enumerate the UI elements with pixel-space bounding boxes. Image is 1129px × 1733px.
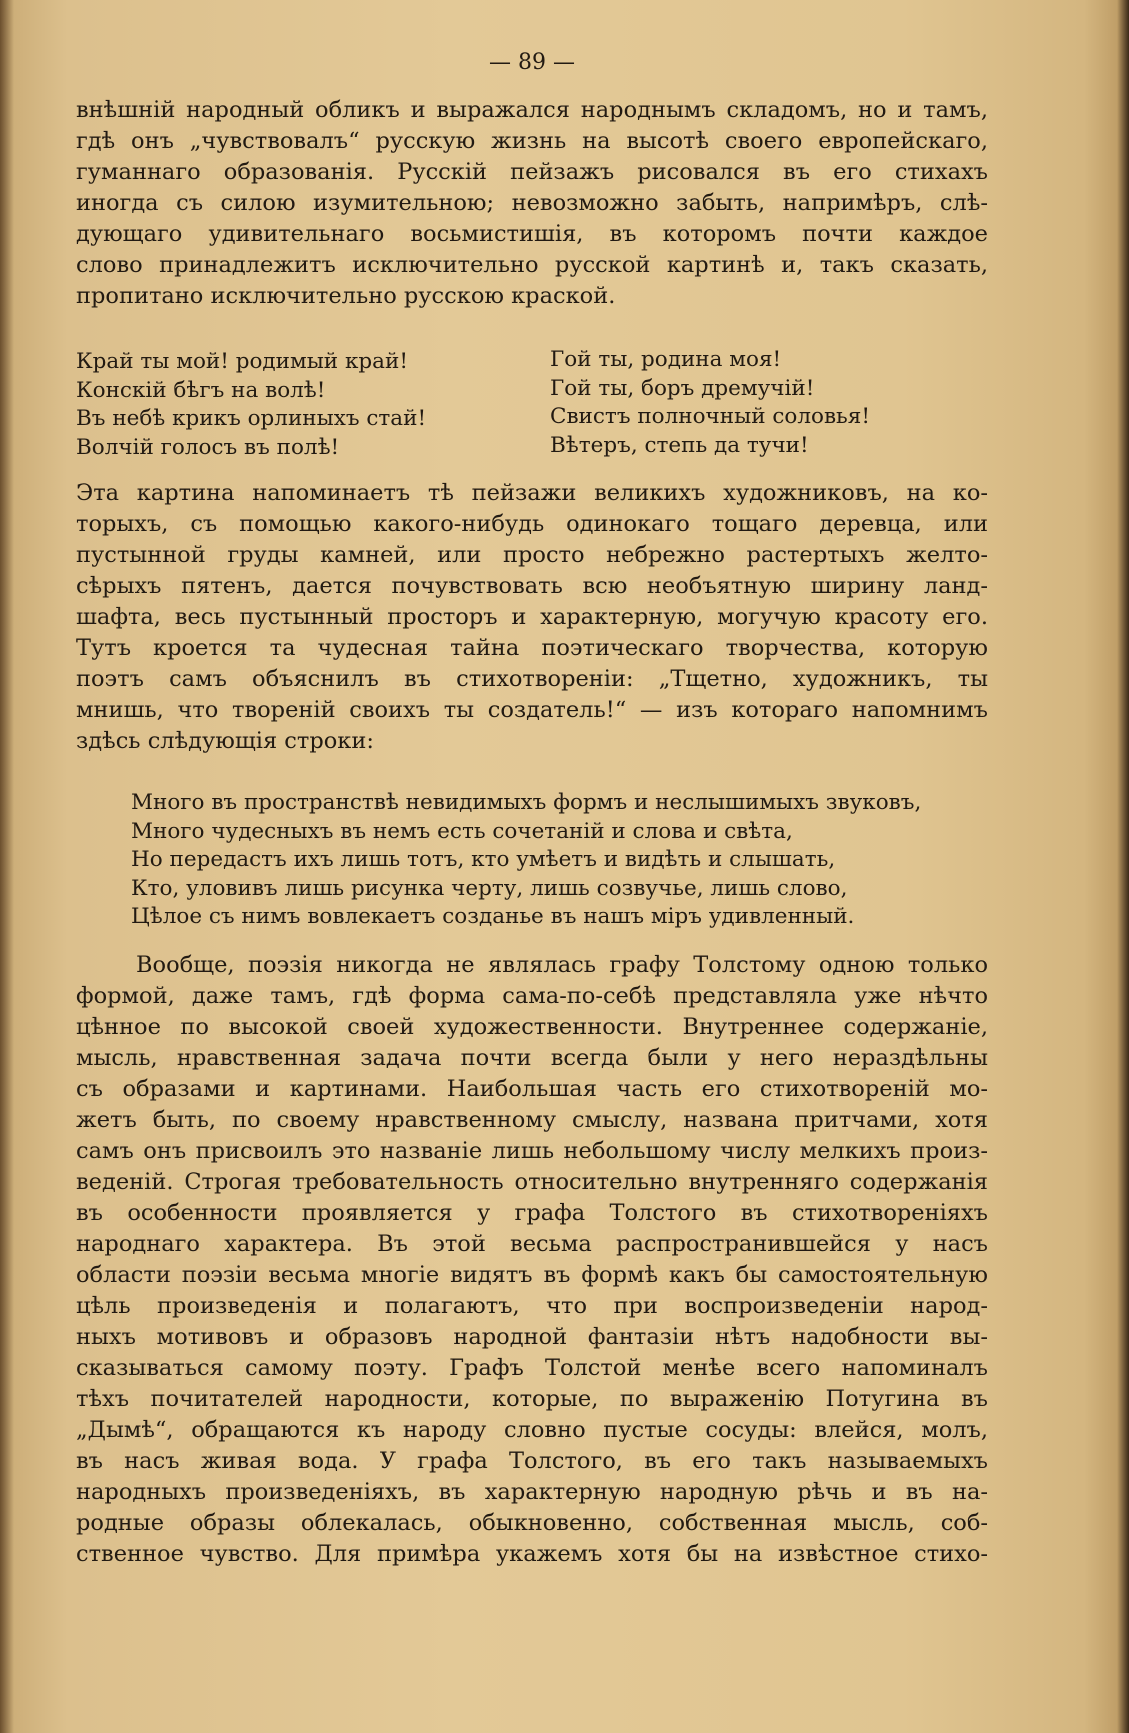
paragraph-1 [76, 95, 988, 312]
text-line: цѣль произведенія и полагаютъ, что при воспроизведеніи народ- [76, 1293, 988, 1319]
text-line: шафта, весь пустынный просторъ и характерную, могучую красоту его. [76, 604, 988, 630]
verse-line: Въ небѣ крикъ орлиныхъ стай! [76, 406, 427, 431]
verse-line: Волчій голосъ въ полѣ! [76, 434, 340, 460]
text-line: въ особенности проявляется у графа Толстого въ стихотвореніяхъ [76, 1200, 988, 1226]
text-line: съ образами и картинами. Наибольшая часть его стихотвореній мо- [76, 1076, 988, 1102]
text-line: сѣрыхъ пятенъ, дается почувствовать всю необъятную ширину ланд- [76, 573, 988, 599]
verse-line: Гой ты, боръ дремучій! [550, 375, 815, 401]
text-line: области поэзіи весьма многіе видятъ въ формѣ какъ бы самостоятельную [76, 1262, 988, 1288]
text-line: родные образы облекалась, обыкновенно, собственная мысль, соб- [76, 1510, 988, 1536]
text-line: тѣхъ почитателей народности, которые, по выраженію Потугина въ [76, 1386, 988, 1412]
text-line: мнишь, что твореній своихъ ты создатель!“ — изъ котораго напомнимъ [76, 697, 988, 723]
text-line: внѣшній народный обликъ и выражался народнымъ складомъ, но и тамъ, [76, 97, 988, 123]
text-line: Эта картина напоминаетъ тѣ пейзажи великихъ художниковъ, на ко- [76, 480, 988, 506]
verse-line: Но передастъ ихъ лишь тотъ, кто умѣетъ и видѣть и слышать, [131, 847, 836, 872]
text-line: слово принадлежитъ исключительно русской картинѣ и, такъ сказать, [76, 252, 988, 278]
verse-line: Много чудесныхъ въ немъ есть сочетаній и слова и свѣта, [131, 818, 793, 844]
paragraph-3 [76, 950, 988, 1570]
text-line: цѣнное по высокой своей художественности. Внутреннее содержаніе, [76, 1014, 988, 1040]
verse-line: Гой ты, родина моя! [550, 347, 782, 372]
text-line: дующаго удивительнаго восьмистишія, въ которомъ почти каждое [76, 221, 988, 247]
verse-line: Цѣлое съ нимъ вовлекаетъ созданье въ нашъ міръ удивленный. [131, 904, 855, 929]
text-line: ственное чувство. Для примѣра укажемъ хотя бы на извѣстное стихо- [76, 1541, 988, 1567]
text-line: сказываться самому поэту. Графъ Толстой менѣе всего напоминалъ [76, 1355, 988, 1381]
text-line: здѣсь слѣдующія строки: [76, 728, 374, 754]
text-line: народнаго характера. Въ этой весьма распространившейся у насъ [76, 1231, 988, 1257]
text-line: самъ онъ присвоилъ это названіе лишь небольшому числу мелкихъ произ- [76, 1138, 988, 1164]
text-line: „Дымѣ“, обращаются къ народу словно пустые сосуды: влейся, молъ, [76, 1417, 988, 1443]
text-line: поэтъ самъ объяснилъ въ стихотвореніи: „Тщетно, художникъ, ты [76, 666, 988, 692]
text-line: формой, даже тамъ, гдѣ форма сама-по-себѣ представляла уже нѣчто [76, 983, 988, 1009]
text-line: пропитано исключительно русскою краской. [76, 283, 616, 309]
text-line: иногда съ силою изумительною; невозможно забыть, напримѣръ, слѣ- [76, 190, 988, 216]
text-line: народныхъ произведеніяхъ, въ характерную народную рѣчь и въ на- [76, 1479, 988, 1505]
text-line: гуманнаго образованія. Русскій пейзажъ рисовался въ его стихахъ [76, 159, 988, 185]
text-line: веденій. Строгая требовательность относительно внутренняго содержанія [76, 1169, 988, 1195]
paragraph-2 [76, 478, 988, 757]
text-line: жетъ быть, по своему нравственному смыслу, названа притчами, хотя [76, 1107, 988, 1133]
verse-line: Вѣтеръ, степь да тучи! [550, 432, 809, 458]
text-line: Тутъ кроется та чудесная тайна поэтическаго творчества, которую [76, 635, 988, 661]
text-line: ныхъ мотивовъ и образовъ народной фантазіи нѣтъ надобности вы- [76, 1324, 988, 1350]
verse-line: Свистъ полночный соловья! [550, 404, 870, 429]
page-number: — 89 — [489, 50, 575, 75]
text-line: Вообще, поэзія никогда не являлась графу Толстому одною только [136, 952, 988, 978]
verse-2 [131, 789, 921, 932]
verse-line: Кто, уловивъ лишь рисунка черту, лишь созвучье, лишь слово, [131, 875, 848, 901]
verse-line: Много въ пространствѣ невидимыхъ формъ и неслышимыхъ звуковъ, [131, 790, 922, 815]
verse-1-right [550, 346, 870, 460]
verse-1-left [76, 348, 426, 462]
text-line: гдѣ онъ „чувствовалъ“ русскую жизнь на высотѣ своего европейскаго, [76, 128, 988, 154]
verse-line: Конскій бѣгъ на волѣ! [76, 377, 326, 403]
text-line: торыхъ, съ помощью какого-нибудь одинокаго тощаго деревца, или [76, 511, 988, 537]
text-line: мысль, нравственная задача почти всегда были у него нераздѣльны [76, 1045, 988, 1071]
verse-line: Край ты мой! родимый край! [76, 349, 408, 374]
text-line: въ насъ живая вода. У графа Толстого, въ его такъ называемыхъ [76, 1448, 988, 1474]
text-line: пустынной груды камней, или просто небрежно растертыхъ желто- [76, 542, 988, 568]
